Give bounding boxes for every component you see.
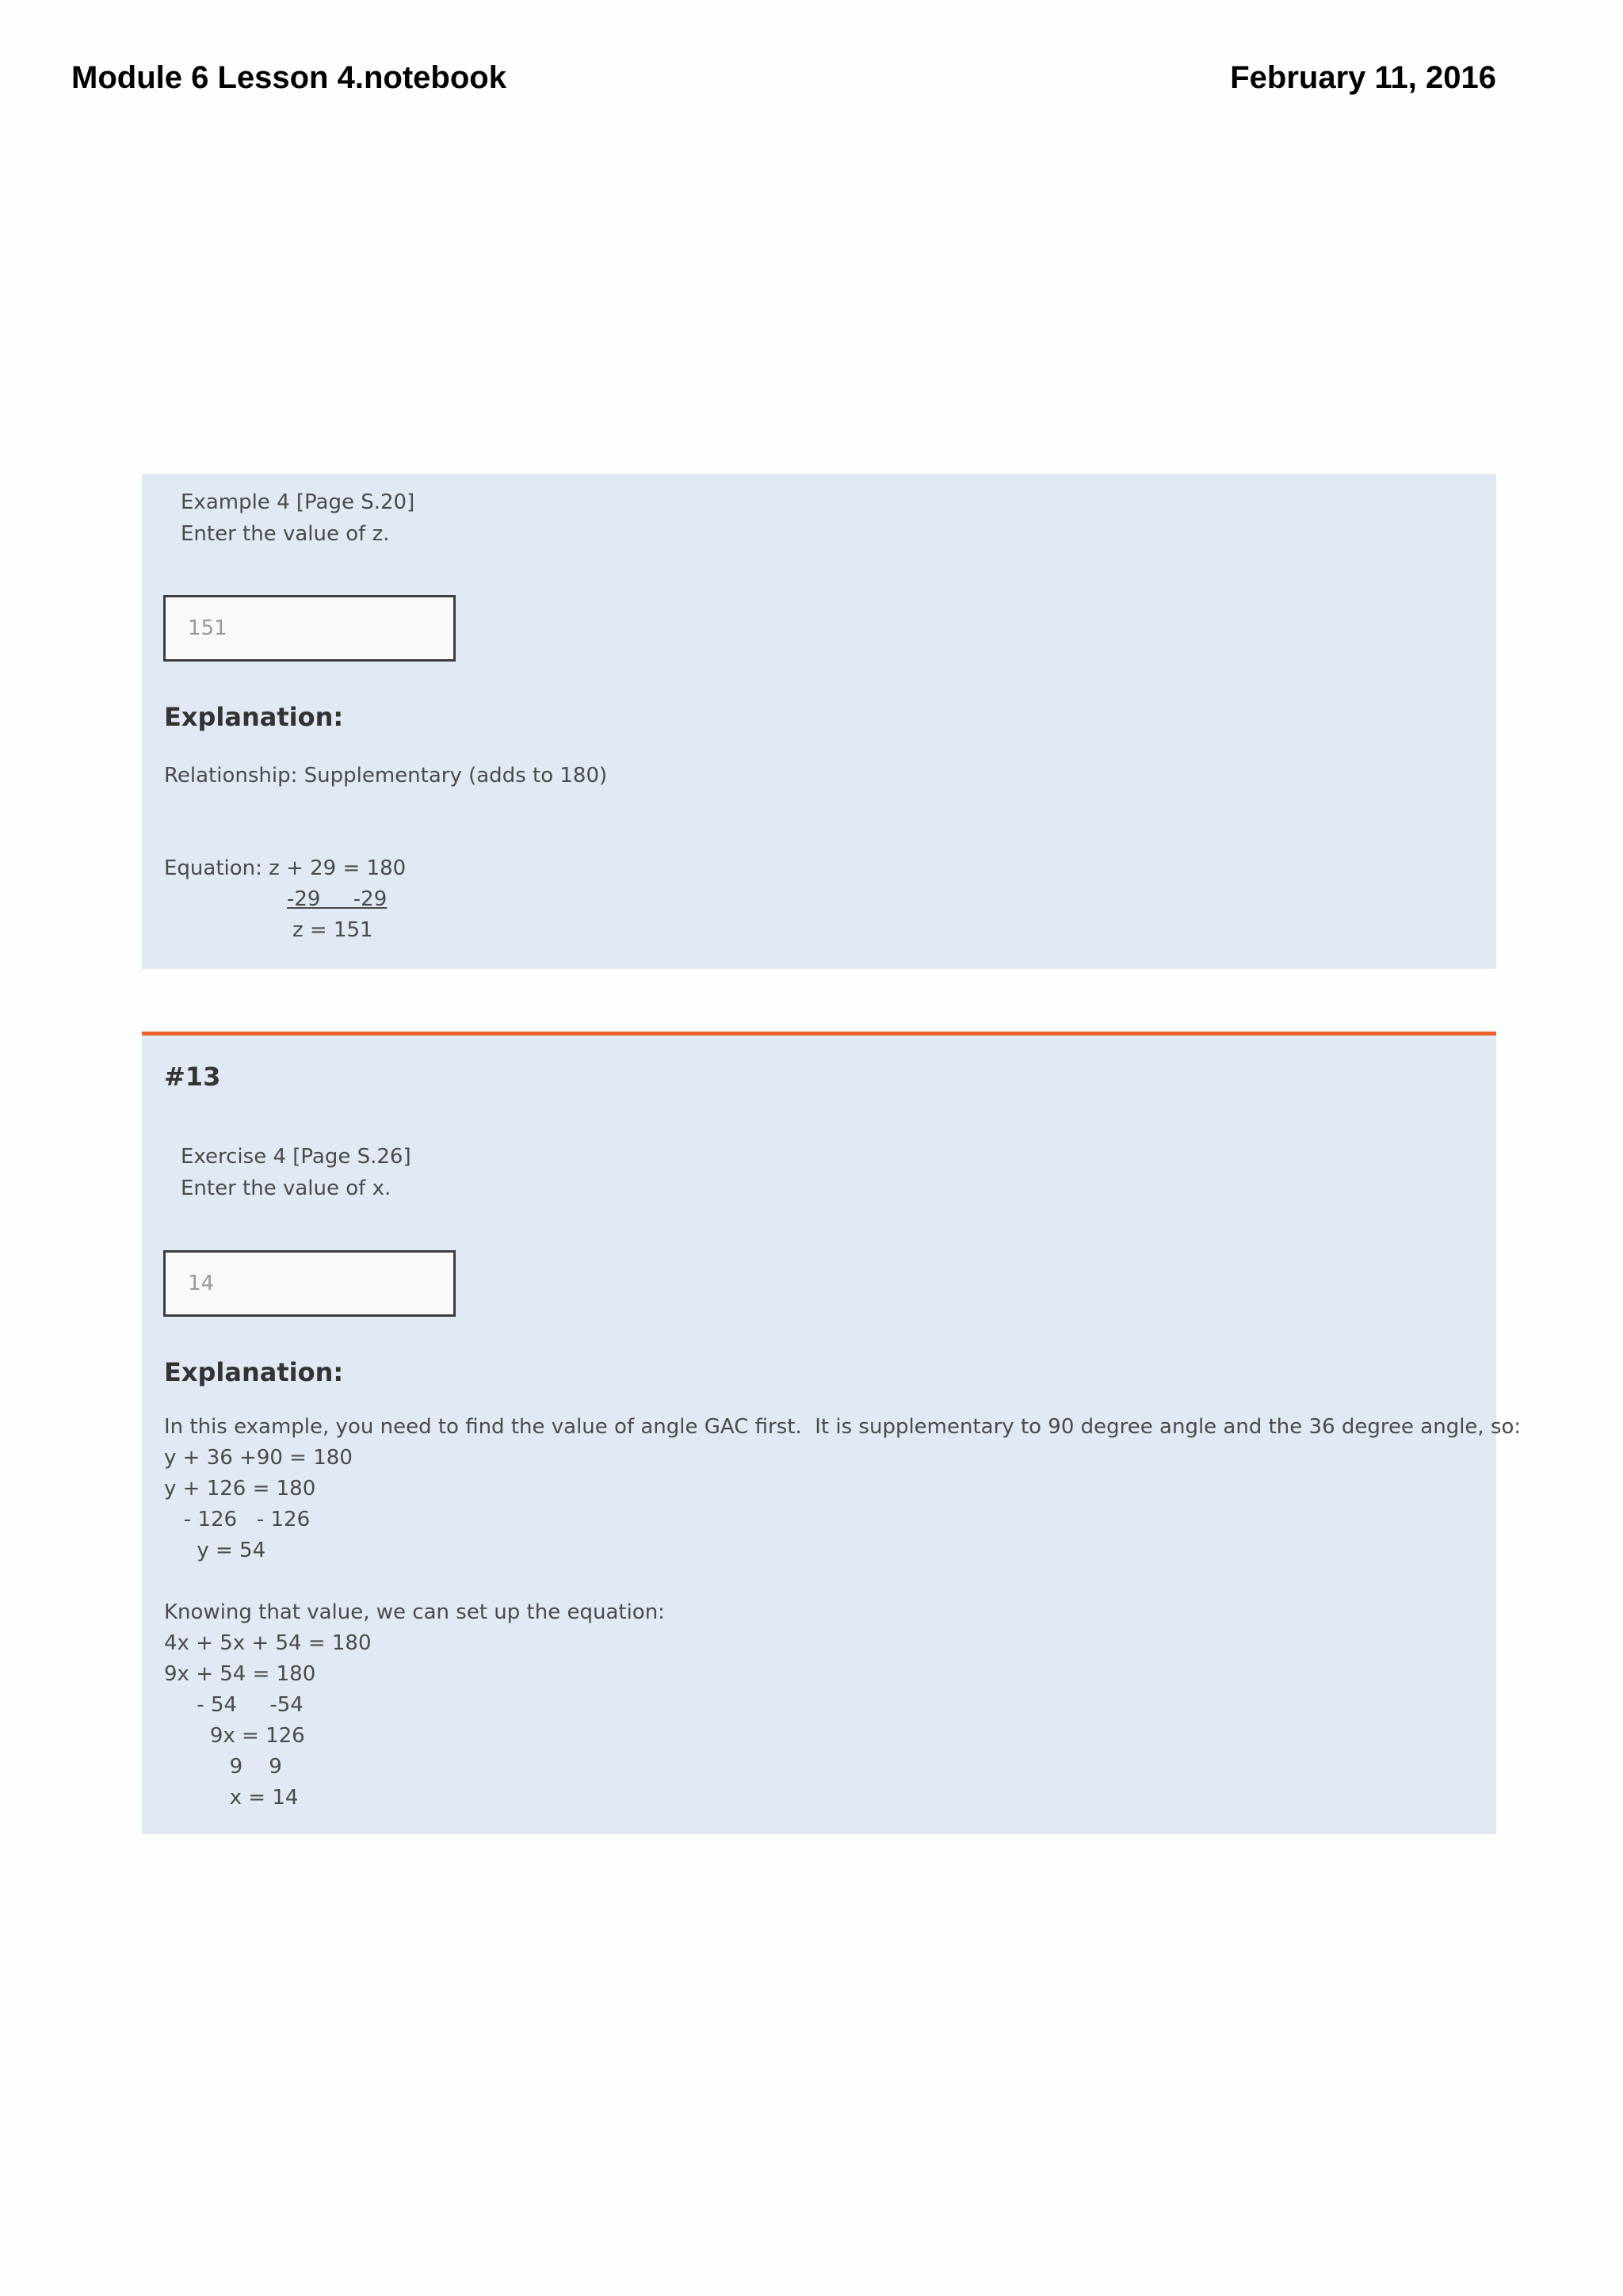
equation-line-subtract: -29 -29: [287, 887, 388, 911]
step-line: y + 126 = 180: [164, 1477, 316, 1501]
explanation-intro: In this example, you need to find the value of angle GAC first. It is supplementary to 90 degree angle and the 36 degree angle, so:: [164, 1415, 1522, 1439]
question-number: #13: [164, 1062, 221, 1092]
step-line: 9x + 54 = 180: [164, 1662, 316, 1686]
step-line: - 54 -54: [164, 1693, 304, 1717]
step-line: 9x = 126: [164, 1724, 305, 1748]
step-line: x = 14: [164, 1786, 299, 1810]
equation-line: Equation: z + 29 = 180: [164, 856, 407, 880]
explanation-heading: Explanation:: [164, 702, 344, 732]
prompt-question: Enter the value of z.: [181, 522, 390, 546]
prompt-question: Enter the value of x.: [181, 1177, 391, 1200]
equation-steps: [164, 853, 406, 946]
step-line: 9 9: [164, 1755, 282, 1779]
question-13-card: [142, 1032, 1522, 1834]
step-line: 4x + 5x + 54 = 180: [164, 1631, 372, 1655]
document-title: Module 6 Lesson 4.notebook: [71, 60, 506, 95]
prompt: [181, 486, 414, 550]
explanation-heading: Explanation:: [164, 1357, 344, 1387]
answer-input[interactable]: 14: [163, 1250, 456, 1317]
example-4-card: [142, 474, 1496, 969]
document-date: February 11, 2016: [1230, 60, 1496, 95]
step-line: y = 54: [164, 1539, 266, 1562]
step-line: - 126 - 126: [164, 1508, 311, 1531]
prompt-source: Exercise 4 [Page S.26]: [181, 1145, 411, 1169]
explanation-body: [164, 1412, 1521, 1814]
explanation-knowing: Knowing that value, we can set up the equation:: [164, 1600, 665, 1624]
prompt-source: Example 4 [Page S.20]: [181, 490, 415, 514]
equation-line-result: z = 151: [292, 918, 373, 942]
answer-input[interactable]: 151: [163, 595, 456, 662]
step-line: y + 36 +90 = 180: [164, 1446, 353, 1470]
relationship-text: Relationship: Supplementary (adds to 180): [164, 764, 608, 788]
spacer: [164, 1566, 1521, 1597]
prompt: [181, 1141, 411, 1204]
